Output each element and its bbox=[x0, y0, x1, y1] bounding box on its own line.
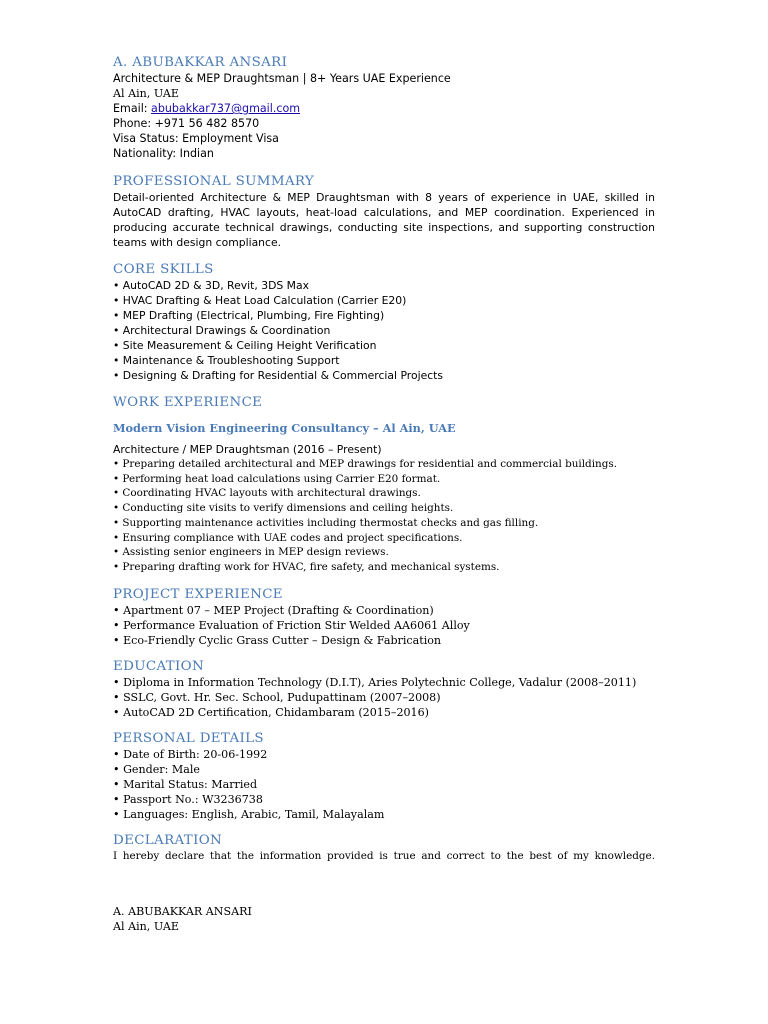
list-item: • Eco-Friendly Cyclic Grass Cutter – Design & Fabrication bbox=[113, 634, 442, 647]
list-item: • AutoCAD 2D & 3D, Revit, 3DS Max bbox=[113, 279, 309, 292]
skills-list bbox=[113, 278, 655, 383]
list-item: • Diploma in Information Technology (D.I.T), Aries Polytechnic College, Vadalur (2008–2011) bbox=[113, 676, 637, 689]
personal-heading: PERSONAL DETAILS bbox=[113, 731, 264, 746]
declaration-text: I hereby declare that the information provided is true and correct to the best of my knowledge. bbox=[113, 850, 655, 862]
list-item: • Languages: English, Arabic, Tamil, Malayalam bbox=[113, 808, 385, 821]
declaration-heading: DECLARATION bbox=[113, 833, 223, 848]
list-item: • Conducting site visits to verify dimensions and ceiling heights. bbox=[113, 502, 454, 515]
list-item: • Apartment 07 – MEP Project (Drafting & Coordination) bbox=[113, 604, 434, 617]
work-section bbox=[113, 394, 655, 575]
skills-heading: CORE SKILLS bbox=[113, 262, 214, 277]
skills-section bbox=[113, 261, 655, 383]
candidate-name: A. ABUBAKKAR ANSARI bbox=[113, 55, 288, 70]
location: Al Ain, UAE bbox=[113, 87, 179, 100]
list-item: • HVAC Drafting & Heat Load Calculation (Carrier E20) bbox=[113, 294, 407, 307]
personal-section bbox=[113, 730, 655, 822]
phone: Phone: +971 56 482 8570 bbox=[113, 117, 260, 130]
education-heading: EDUCATION bbox=[113, 659, 205, 674]
title-line: Architecture & MEP Draughtsman | 8+ Years UAE Experience bbox=[113, 72, 451, 85]
education-section bbox=[113, 658, 655, 720]
list-item: • Performance Evaluation of Friction Stir Welded AA6061 Alloy bbox=[113, 619, 470, 632]
company-name: Modern Vision Engineering Consultancy – Al Ain, UAE bbox=[113, 421, 456, 435]
signature-place: Al Ain, UAE bbox=[113, 920, 179, 933]
signature-name: A. ABUBAKKAR ANSARI bbox=[113, 905, 252, 918]
job-role: Architecture / MEP Draughtsman (2016 – Present) bbox=[113, 443, 382, 456]
list-item: • Marital Status: Married bbox=[113, 778, 258, 791]
education-list bbox=[113, 675, 655, 720]
list-item: • Assisting senior engineers in MEP design reviews. bbox=[113, 546, 389, 559]
list-item: • Performing heat load calculations using Carrier E20 format. bbox=[113, 472, 441, 485]
list-item: • Maintenance & Troubleshooting Support bbox=[113, 354, 340, 367]
list-item: • Passport No.: W3236738 bbox=[113, 793, 263, 806]
summary-section bbox=[113, 173, 655, 250]
visa-status: Visa Status: Employment Visa bbox=[113, 132, 279, 145]
list-item: • Architectural Drawings & Coordination bbox=[113, 324, 331, 337]
summary-heading: PROFESSIONAL SUMMARY bbox=[113, 174, 315, 189]
list-item: • Site Measurement & Ceiling Height Verification bbox=[113, 339, 377, 352]
projects-section bbox=[113, 586, 655, 648]
work-duties-list bbox=[113, 457, 655, 575]
personal-list bbox=[113, 747, 655, 822]
list-item: • SSLC, Govt. Hr. Sec. School, Pudupattinam (2007–2008) bbox=[113, 691, 441, 704]
list-item: • Designing & Drafting for Residential & Commercial Projects bbox=[113, 369, 444, 382]
list-item: • Gender: Male bbox=[113, 763, 200, 776]
nationality: Nationality: Indian bbox=[113, 147, 214, 160]
list-item: • Supporting maintenance activities including thermostat checks and gas filling. bbox=[113, 516, 539, 529]
list-item: • Date of Birth: 20-06-1992 bbox=[113, 748, 268, 761]
signature-block bbox=[113, 904, 655, 934]
projects-heading: PROJECT EXPERIENCE bbox=[113, 587, 283, 602]
list-item: • AutoCAD 2D Certification, Chidambaram (2015–2016) bbox=[113, 706, 429, 719]
list-item: • Coordinating HVAC layouts with architectural drawings. bbox=[113, 487, 421, 500]
list-item: • Preparing drafting work for HVAC, fire safety, and mechanical systems. bbox=[113, 560, 500, 573]
summary-text: Detail-oriented Architecture & MEP Draughtsman with 8 years of experience in UAE, skilled in AutoCAD drafting, HVAC layouts, heat-load calculations, and MEP coordination. Experienced in producing accurate technical drawings, conducting site inspections, and supporting construction teams with design compliance. bbox=[113, 191, 655, 249]
work-heading: WORK EXPERIENCE bbox=[113, 395, 263, 410]
header bbox=[113, 54, 655, 161]
list-item: • Ensuring compliance with UAE codes and project specifications. bbox=[113, 531, 463, 544]
projects-list bbox=[113, 603, 655, 648]
list-item: • MEP Drafting (Electrical, Plumbing, Fire Fighting) bbox=[113, 309, 385, 322]
email-line bbox=[113, 101, 655, 116]
email-label: Email: bbox=[113, 102, 152, 115]
email-link[interactable]: abubakkar737@gmail.com bbox=[151, 102, 301, 115]
list-item: • Preparing detailed architectural and MEP drawings for residential and commercial buildings. bbox=[113, 458, 618, 470]
declaration-section bbox=[113, 832, 655, 864]
